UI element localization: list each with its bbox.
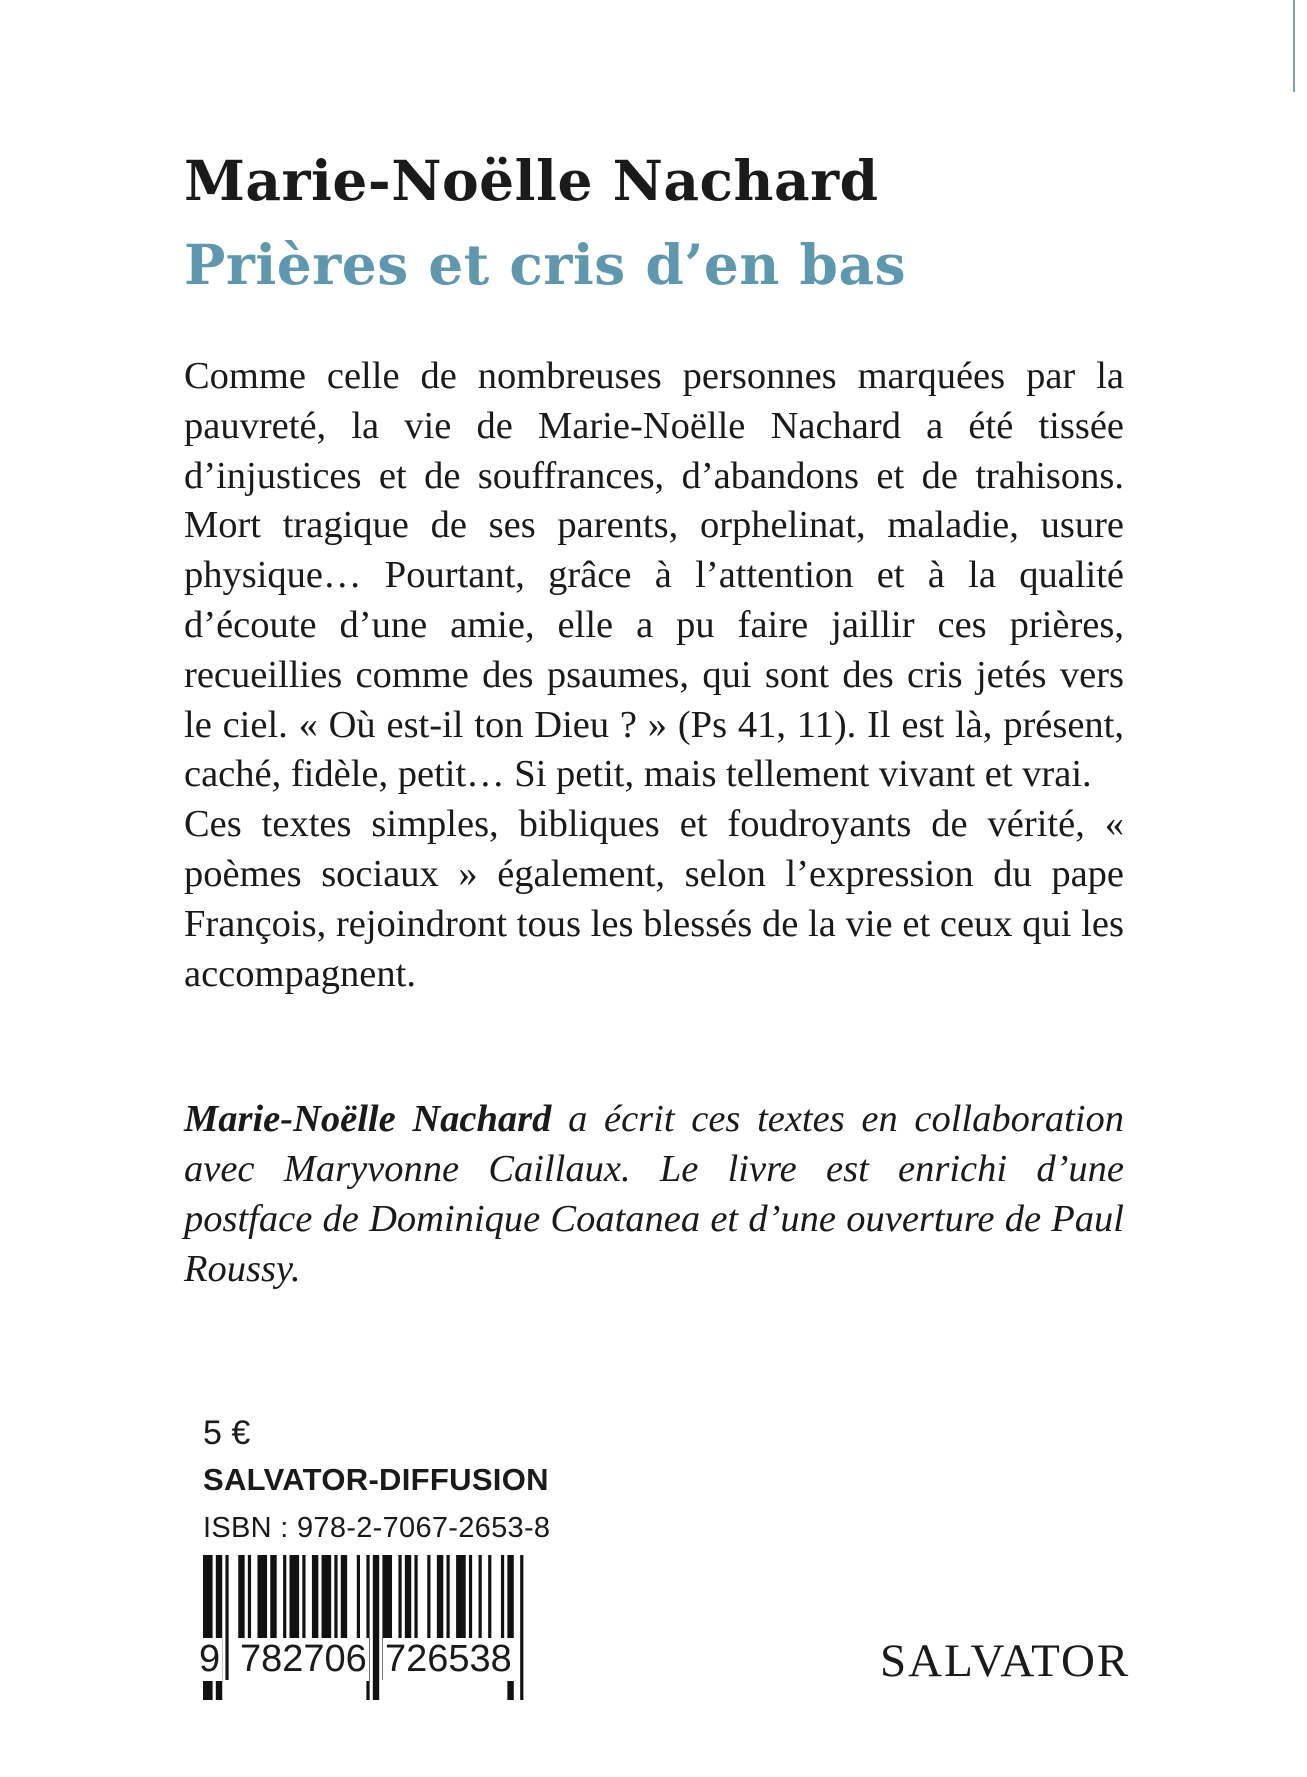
bio-text: a écrit ces textes en collaboration avec Maryvonne Caillaux. Le livre est enrichi d’une postface de Dominique Coatanea et d’une ouverture de Paul Roussy. [184,1098,1124,1290]
bio-author-name: Marie-Noëlle Nachard [184,1098,552,1140]
blurb [184,352,1124,999]
barcode-digit-first: 9 [199,1638,221,1680]
isbn: ISBN : 978-2-7067-2653-8 [203,1512,551,1544]
book-title: Prières et cris d’en bas [184,232,907,297]
barcode-digits-left: 782706 [240,1638,367,1680]
author-bio [184,1094,1124,1294]
price: 5 € [203,1414,251,1452]
publisher-logo: SALVATOR [880,1635,1131,1687]
barcode-digits [199,1636,533,1696]
author-name: Marie-Noëlle Nachard [184,148,879,213]
blurb-paragraph-1: Comme celle de nombreuses personnes marquées par la pauvreté, la vie de Marie-Noëlle Nachard a été tissée d’injustices et de souffrances, d’abandons et de trahisons. Mort tragique de ses parents, orphelinat, maladie, usure physique… Pourtant, grâce à l’attention et à la qualité d’écoute d’une amie, elle a pu faire jaillir ces prières, recueillies comme des psaumes, qui sont des cris jetés vers le ciel. « Où est-il ton Dieu ? » (Ps 41, 11). Il est là, présent, caché, fidèle, petit… Si petit, mais tellement vivant et vrai. [184,355,1124,796]
edge-mark [1293,0,1295,92]
blurb-paragraph-2: Ces textes simples, bibliques et foudroyants de vérité, « poèmes sociaux » également, selon l’expression du pape François, rejoindront tous les blessés de la vie et ceux qui les accompagnent. [184,803,1124,995]
distributor: SALVATOR-DIFFUSION [203,1462,549,1497]
barcode-digits-right: 726538 [385,1638,512,1680]
